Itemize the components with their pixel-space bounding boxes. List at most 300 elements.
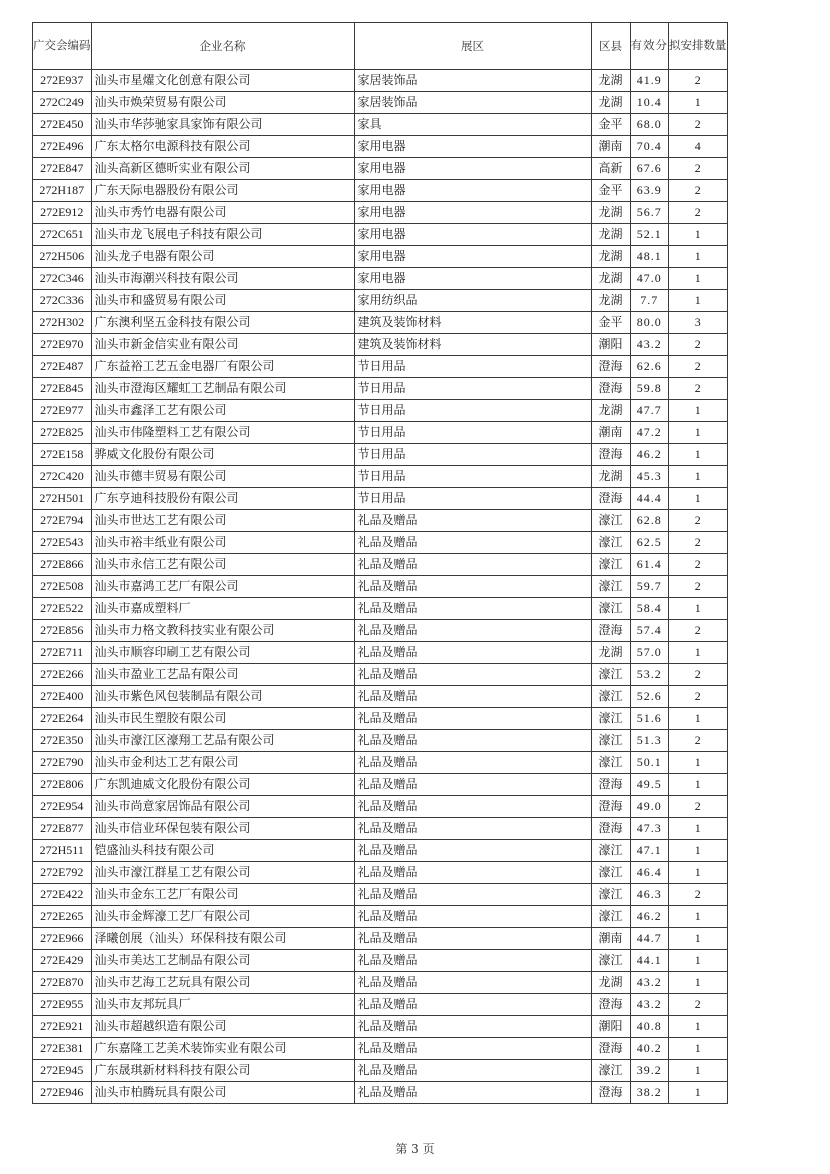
cell-quota: 2 bbox=[669, 510, 728, 532]
cell-district: 濠江 bbox=[591, 906, 630, 928]
header-code: 广交会编码 bbox=[33, 23, 92, 70]
cell-district: 濠江 bbox=[591, 576, 630, 598]
cell-code: 272C249 bbox=[33, 92, 92, 114]
cell-code: 272E921 bbox=[33, 1016, 92, 1038]
table-row bbox=[33, 356, 728, 378]
cell-score: 57.4 bbox=[630, 620, 669, 642]
cell-code: 272E792 bbox=[33, 862, 92, 884]
cell-code: 272E877 bbox=[33, 818, 92, 840]
cell-company: 汕头市澄海区耀虹工艺制品有限公司 bbox=[91, 378, 354, 400]
table-row bbox=[33, 466, 728, 488]
cell-code: 272E429 bbox=[33, 950, 92, 972]
table-row bbox=[33, 400, 728, 422]
cell-score: 70.4 bbox=[630, 136, 669, 158]
cell-hall: 家用电器 bbox=[354, 224, 591, 246]
cell-district: 濠江 bbox=[591, 840, 630, 862]
cell-code: 272E350 bbox=[33, 730, 92, 752]
cell-company: 广东益裕工艺五金电器厂有限公司 bbox=[91, 356, 354, 378]
cell-code: 272E265 bbox=[33, 906, 92, 928]
allocation-table-wrapper bbox=[32, 22, 728, 1104]
cell-score: 59.7 bbox=[630, 576, 669, 598]
cell-district: 澄海 bbox=[591, 774, 630, 796]
cell-quota: 1 bbox=[669, 752, 728, 774]
cell-score: 47.7 bbox=[630, 400, 669, 422]
cell-company: 汕头市濠江区濠翔工艺品有限公司 bbox=[91, 730, 354, 752]
cell-district: 濠江 bbox=[591, 862, 630, 884]
cell-district: 潮南 bbox=[591, 928, 630, 950]
table-row bbox=[33, 598, 728, 620]
cell-hall: 家具 bbox=[354, 114, 591, 136]
table-row bbox=[33, 664, 728, 686]
cell-company: 骅威文化股份有限公司 bbox=[91, 444, 354, 466]
cell-hall: 家用电器 bbox=[354, 202, 591, 224]
cell-code: 272H302 bbox=[33, 312, 92, 334]
cell-district: 金平 bbox=[591, 114, 630, 136]
cell-company: 汕头市焕荣贸易有限公司 bbox=[91, 92, 354, 114]
cell-score: 52.6 bbox=[630, 686, 669, 708]
cell-district: 龙湖 bbox=[591, 246, 630, 268]
cell-company: 汕头市伟隆塑料工艺有限公司 bbox=[91, 422, 354, 444]
cell-hall: 节日用品 bbox=[354, 466, 591, 488]
cell-company: 汕头市星燿文化创意有限公司 bbox=[91, 70, 354, 92]
table-row bbox=[33, 994, 728, 1016]
cell-quota: 1 bbox=[669, 950, 728, 972]
table-row bbox=[33, 268, 728, 290]
cell-code: 272E711 bbox=[33, 642, 92, 664]
cell-company: 汕头市海潮兴科技有限公司 bbox=[91, 268, 354, 290]
table-row bbox=[33, 862, 728, 884]
table-row bbox=[33, 532, 728, 554]
cell-hall: 礼品及赠品 bbox=[354, 598, 591, 620]
cell-district: 潮阳 bbox=[591, 1016, 630, 1038]
cell-code: 272H506 bbox=[33, 246, 92, 268]
cell-hall: 礼品及赠品 bbox=[354, 950, 591, 972]
cell-quota: 2 bbox=[669, 730, 728, 752]
cell-hall: 家用电器 bbox=[354, 158, 591, 180]
cell-quota: 1 bbox=[669, 840, 728, 862]
cell-district: 澄海 bbox=[591, 1038, 630, 1060]
cell-company: 汕头市华莎驰家具家饰有限公司 bbox=[91, 114, 354, 136]
cell-quota: 1 bbox=[669, 444, 728, 466]
cell-hall: 礼品及赠品 bbox=[354, 1082, 591, 1104]
table-row bbox=[33, 554, 728, 576]
cell-quota: 2 bbox=[669, 796, 728, 818]
cell-company: 泽曦创展（汕头）环保科技有限公司 bbox=[91, 928, 354, 950]
cell-quota: 1 bbox=[669, 290, 728, 312]
table-row bbox=[33, 246, 728, 268]
cell-quota: 3 bbox=[669, 312, 728, 334]
cell-hall: 礼品及赠品 bbox=[354, 642, 591, 664]
header-company: 企业名称 bbox=[91, 23, 354, 70]
cell-code: 272H511 bbox=[33, 840, 92, 862]
cell-score: 80.0 bbox=[630, 312, 669, 334]
cell-district: 濠江 bbox=[591, 950, 630, 972]
cell-code: 272E450 bbox=[33, 114, 92, 136]
cell-code: 272E946 bbox=[33, 1082, 92, 1104]
cell-company: 铠盛汕头科技有限公司 bbox=[91, 840, 354, 862]
cell-score: 68.0 bbox=[630, 114, 669, 136]
table-row bbox=[33, 136, 728, 158]
cell-hall: 礼品及赠品 bbox=[354, 620, 591, 642]
cell-quota: 1 bbox=[669, 1060, 728, 1082]
cell-district: 潮南 bbox=[591, 136, 630, 158]
cell-district: 濠江 bbox=[591, 730, 630, 752]
cell-company: 汕头市世达工艺有限公司 bbox=[91, 510, 354, 532]
cell-code: 272E543 bbox=[33, 532, 92, 554]
cell-score: 7.7 bbox=[630, 290, 669, 312]
cell-code: 272E400 bbox=[33, 686, 92, 708]
cell-company: 广东澳利坚五金科技有限公司 bbox=[91, 312, 354, 334]
cell-quota: 4 bbox=[669, 136, 728, 158]
cell-quota: 2 bbox=[669, 356, 728, 378]
cell-district: 澄海 bbox=[591, 818, 630, 840]
cell-quota: 1 bbox=[669, 642, 728, 664]
cell-hall: 礼品及赠品 bbox=[354, 994, 591, 1016]
cell-score: 56.7 bbox=[630, 202, 669, 224]
table-row bbox=[33, 92, 728, 114]
table-row bbox=[33, 488, 728, 510]
allocation-table bbox=[32, 22, 728, 1104]
cell-district: 龙湖 bbox=[591, 642, 630, 664]
cell-district: 濠江 bbox=[591, 1060, 630, 1082]
table-row bbox=[33, 158, 728, 180]
cell-score: 43.2 bbox=[630, 994, 669, 1016]
cell-hall: 礼品及赠品 bbox=[354, 576, 591, 598]
cell-hall: 礼品及赠品 bbox=[354, 818, 591, 840]
cell-quota: 2 bbox=[669, 70, 728, 92]
cell-quota: 2 bbox=[669, 686, 728, 708]
cell-code: 272E945 bbox=[33, 1060, 92, 1082]
cell-score: 49.5 bbox=[630, 774, 669, 796]
cell-quota: 1 bbox=[669, 818, 728, 840]
cell-quota: 1 bbox=[669, 708, 728, 730]
cell-district: 濠江 bbox=[591, 510, 630, 532]
cell-quota: 1 bbox=[669, 422, 728, 444]
cell-hall: 节日用品 bbox=[354, 488, 591, 510]
cell-quota: 2 bbox=[669, 994, 728, 1016]
cell-score: 63.9 bbox=[630, 180, 669, 202]
cell-code: 272H187 bbox=[33, 180, 92, 202]
table-row bbox=[33, 906, 728, 928]
cell-code: 272E825 bbox=[33, 422, 92, 444]
cell-company: 汕头市艺海工艺玩具有限公司 bbox=[91, 972, 354, 994]
cell-code: 272E496 bbox=[33, 136, 92, 158]
cell-company: 汕头市美达工艺制品有限公司 bbox=[91, 950, 354, 972]
cell-quota: 1 bbox=[669, 598, 728, 620]
cell-score: 38.2 bbox=[630, 1082, 669, 1104]
cell-code: 272E487 bbox=[33, 356, 92, 378]
cell-company: 汕头市嘉鸿工艺厂有限公司 bbox=[91, 576, 354, 598]
cell-score: 40.8 bbox=[630, 1016, 669, 1038]
cell-hall: 礼品及赠品 bbox=[354, 1060, 591, 1082]
table-row bbox=[33, 378, 728, 400]
cell-district: 龙湖 bbox=[591, 202, 630, 224]
cell-score: 47.3 bbox=[630, 818, 669, 840]
cell-quota: 2 bbox=[669, 884, 728, 906]
table-row bbox=[33, 1060, 728, 1082]
cell-quota: 1 bbox=[669, 246, 728, 268]
cell-company: 汕头市金辉濠工艺厂有限公司 bbox=[91, 906, 354, 928]
cell-quota: 1 bbox=[669, 906, 728, 928]
table-row bbox=[33, 334, 728, 356]
cell-hall: 礼品及赠品 bbox=[354, 1016, 591, 1038]
table-row bbox=[33, 202, 728, 224]
header-score: 有效分 bbox=[630, 23, 669, 70]
table-row bbox=[33, 1082, 728, 1104]
cell-score: 43.2 bbox=[630, 334, 669, 356]
cell-hall: 礼品及赠品 bbox=[354, 752, 591, 774]
cell-score: 39.2 bbox=[630, 1060, 669, 1082]
cell-code: 272C336 bbox=[33, 290, 92, 312]
cell-company: 汕头市鑫泽工艺有限公司 bbox=[91, 400, 354, 422]
cell-company: 汕头市新金信实业有限公司 bbox=[91, 334, 354, 356]
cell-code: 272E870 bbox=[33, 972, 92, 994]
cell-district: 高新 bbox=[591, 158, 630, 180]
cell-quota: 1 bbox=[669, 1038, 728, 1060]
cell-quota: 2 bbox=[669, 532, 728, 554]
table-row bbox=[33, 224, 728, 246]
header-quota: 拟安排数量 bbox=[669, 23, 728, 70]
cell-score: 46.2 bbox=[630, 906, 669, 928]
table-row bbox=[33, 1016, 728, 1038]
cell-code: 272E422 bbox=[33, 884, 92, 906]
table-row bbox=[33, 972, 728, 994]
table-row bbox=[33, 1038, 728, 1060]
cell-code: 272C420 bbox=[33, 466, 92, 488]
cell-code: 272E806 bbox=[33, 774, 92, 796]
table-row bbox=[33, 708, 728, 730]
cell-company: 广东嘉隆工艺美术装饰实业有限公司 bbox=[91, 1038, 354, 1060]
table-row bbox=[33, 510, 728, 532]
cell-quota: 2 bbox=[669, 158, 728, 180]
cell-score: 67.6 bbox=[630, 158, 669, 180]
page-number: 第 3 页 bbox=[395, 1142, 435, 1156]
cell-quota: 2 bbox=[669, 576, 728, 598]
cell-company: 汕头市秀竹电器有限公司 bbox=[91, 202, 354, 224]
cell-company: 广东凯迪威文化股份有限公司 bbox=[91, 774, 354, 796]
cell-hall: 节日用品 bbox=[354, 444, 591, 466]
cell-hall: 礼品及赠品 bbox=[354, 906, 591, 928]
cell-company: 汕头市盈业工艺品有限公司 bbox=[91, 664, 354, 686]
cell-hall: 礼品及赠品 bbox=[354, 686, 591, 708]
cell-quota: 2 bbox=[669, 114, 728, 136]
header-hall: 展区 bbox=[354, 23, 591, 70]
cell-company: 汕头市力格文教科技实业有限公司 bbox=[91, 620, 354, 642]
cell-hall: 家用电器 bbox=[354, 180, 591, 202]
cell-company: 汕头市尚意家居饰品有限公司 bbox=[91, 796, 354, 818]
cell-quota: 2 bbox=[669, 554, 728, 576]
cell-score: 50.1 bbox=[630, 752, 669, 774]
table-row bbox=[33, 730, 728, 752]
cell-quota: 1 bbox=[669, 488, 728, 510]
cell-hall: 家用电器 bbox=[354, 268, 591, 290]
cell-hall: 节日用品 bbox=[354, 356, 591, 378]
cell-company: 广东晟琪新材料科技有限公司 bbox=[91, 1060, 354, 1082]
cell-score: 53.2 bbox=[630, 664, 669, 686]
cell-score: 59.8 bbox=[630, 378, 669, 400]
table-row bbox=[33, 576, 728, 598]
table-row bbox=[33, 70, 728, 92]
cell-company: 汕头市信业环保包装有限公司 bbox=[91, 818, 354, 840]
cell-score: 62.6 bbox=[630, 356, 669, 378]
cell-code: 272E954 bbox=[33, 796, 92, 818]
cell-hall: 礼品及赠品 bbox=[354, 532, 591, 554]
cell-score: 41.9 bbox=[630, 70, 669, 92]
table-row bbox=[33, 180, 728, 202]
cell-company: 汕头龙子电器有限公司 bbox=[91, 246, 354, 268]
cell-hall: 节日用品 bbox=[354, 422, 591, 444]
cell-code: 272E790 bbox=[33, 752, 92, 774]
cell-quota: 2 bbox=[669, 334, 728, 356]
cell-code: 272E522 bbox=[33, 598, 92, 620]
cell-code: 272E955 bbox=[33, 994, 92, 1016]
cell-quota: 2 bbox=[669, 378, 728, 400]
cell-district: 潮阳 bbox=[591, 334, 630, 356]
cell-score: 48.1 bbox=[630, 246, 669, 268]
cell-district: 金平 bbox=[591, 312, 630, 334]
cell-quota: 1 bbox=[669, 928, 728, 950]
cell-score: 49.0 bbox=[630, 796, 669, 818]
cell-code: 272H501 bbox=[33, 488, 92, 510]
cell-hall: 节日用品 bbox=[354, 400, 591, 422]
cell-company: 汕头市濠江群星工艺有限公司 bbox=[91, 862, 354, 884]
cell-score: 52.1 bbox=[630, 224, 669, 246]
cell-score: 51.3 bbox=[630, 730, 669, 752]
cell-hall: 礼品及赠品 bbox=[354, 774, 591, 796]
table-row bbox=[33, 422, 728, 444]
cell-hall: 礼品及赠品 bbox=[354, 972, 591, 994]
cell-code: 272E977 bbox=[33, 400, 92, 422]
cell-hall: 家用纺织品 bbox=[354, 290, 591, 312]
cell-hall: 建筑及装饰材料 bbox=[354, 312, 591, 334]
cell-district: 龙湖 bbox=[591, 268, 630, 290]
cell-company: 汕头市友邦玩具厂 bbox=[91, 994, 354, 1016]
cell-quota: 1 bbox=[669, 972, 728, 994]
cell-score: 51.6 bbox=[630, 708, 669, 730]
cell-district: 澄海 bbox=[591, 444, 630, 466]
cell-hall: 礼品及赠品 bbox=[354, 664, 591, 686]
cell-code: 272E912 bbox=[33, 202, 92, 224]
cell-quota: 1 bbox=[669, 1082, 728, 1104]
cell-company: 汕头市柏腾玩具有限公司 bbox=[91, 1082, 354, 1104]
cell-code: 272E856 bbox=[33, 620, 92, 642]
table-row bbox=[33, 620, 728, 642]
table-row bbox=[33, 642, 728, 664]
cell-hall: 礼品及赠品 bbox=[354, 796, 591, 818]
cell-quota: 2 bbox=[669, 202, 728, 224]
cell-district: 濠江 bbox=[591, 884, 630, 906]
cell-code: 272E937 bbox=[33, 70, 92, 92]
cell-hall: 建筑及装饰材料 bbox=[354, 334, 591, 356]
cell-district: 澄海 bbox=[591, 994, 630, 1016]
cell-hall: 礼品及赠品 bbox=[354, 862, 591, 884]
cell-hall: 礼品及赠品 bbox=[354, 928, 591, 950]
cell-district: 澄海 bbox=[591, 620, 630, 642]
cell-score: 62.8 bbox=[630, 510, 669, 532]
cell-company: 汕头高新区德昕实业有限公司 bbox=[91, 158, 354, 180]
cell-code: 272E847 bbox=[33, 158, 92, 180]
table-row bbox=[33, 796, 728, 818]
cell-hall: 家居装饰品 bbox=[354, 70, 591, 92]
cell-code: 272E158 bbox=[33, 444, 92, 466]
cell-hall: 家居装饰品 bbox=[354, 92, 591, 114]
cell-score: 40.2 bbox=[630, 1038, 669, 1060]
cell-quota: 1 bbox=[669, 774, 728, 796]
cell-district: 濠江 bbox=[591, 708, 630, 730]
cell-district: 龙湖 bbox=[591, 92, 630, 114]
table-header-row bbox=[33, 23, 728, 70]
header-district: 区县 bbox=[591, 23, 630, 70]
cell-district: 潮南 bbox=[591, 422, 630, 444]
table-row bbox=[33, 928, 728, 950]
cell-score: 46.3 bbox=[630, 884, 669, 906]
table-row bbox=[33, 752, 728, 774]
cell-quota: 2 bbox=[669, 180, 728, 202]
cell-company: 汕头市龙飞展电子科技有限公司 bbox=[91, 224, 354, 246]
table-row bbox=[33, 884, 728, 906]
cell-score: 62.5 bbox=[630, 532, 669, 554]
cell-district: 澄海 bbox=[591, 796, 630, 818]
cell-district: 澄海 bbox=[591, 1082, 630, 1104]
cell-district: 龙湖 bbox=[591, 70, 630, 92]
cell-score: 61.4 bbox=[630, 554, 669, 576]
table-row bbox=[33, 686, 728, 708]
cell-company: 汕头市嘉成塑料厂 bbox=[91, 598, 354, 620]
cell-district: 濠江 bbox=[591, 554, 630, 576]
cell-district: 澄海 bbox=[591, 356, 630, 378]
cell-code: 272E970 bbox=[33, 334, 92, 356]
table-row bbox=[33, 818, 728, 840]
cell-company: 汕头市民生塑胶有限公司 bbox=[91, 708, 354, 730]
cell-district: 澄海 bbox=[591, 488, 630, 510]
cell-quota: 1 bbox=[669, 400, 728, 422]
cell-hall: 礼品及赠品 bbox=[354, 1038, 591, 1060]
cell-hall: 家用电器 bbox=[354, 136, 591, 158]
cell-code: 272C346 bbox=[33, 268, 92, 290]
cell-code: 272E381 bbox=[33, 1038, 92, 1060]
table-row bbox=[33, 444, 728, 466]
cell-code: 272E508 bbox=[33, 576, 92, 598]
cell-district: 金平 bbox=[591, 180, 630, 202]
cell-district: 澄海 bbox=[591, 378, 630, 400]
cell-quota: 2 bbox=[669, 620, 728, 642]
cell-code: 272E794 bbox=[33, 510, 92, 532]
cell-quota: 1 bbox=[669, 466, 728, 488]
cell-district: 龙湖 bbox=[591, 972, 630, 994]
cell-score: 46.4 bbox=[630, 862, 669, 884]
cell-district: 龙湖 bbox=[591, 400, 630, 422]
cell-score: 47.1 bbox=[630, 840, 669, 862]
cell-quota: 1 bbox=[669, 268, 728, 290]
cell-code: 272E845 bbox=[33, 378, 92, 400]
cell-company: 汕头市紫色风包装制品有限公司 bbox=[91, 686, 354, 708]
cell-quota: 1 bbox=[669, 1016, 728, 1038]
table-row bbox=[33, 290, 728, 312]
table-row bbox=[33, 312, 728, 334]
cell-score: 57.0 bbox=[630, 642, 669, 664]
cell-district: 龙湖 bbox=[591, 290, 630, 312]
cell-quota: 1 bbox=[669, 862, 728, 884]
cell-company: 汕头市金利达工艺有限公司 bbox=[91, 752, 354, 774]
cell-code: 272E866 bbox=[33, 554, 92, 576]
cell-hall: 礼品及赠品 bbox=[354, 730, 591, 752]
cell-hall: 礼品及赠品 bbox=[354, 510, 591, 532]
cell-company: 广东天际电器股份有限公司 bbox=[91, 180, 354, 202]
table-row bbox=[33, 950, 728, 972]
table-body bbox=[33, 70, 728, 1104]
cell-company: 汕头市和盛贸易有限公司 bbox=[91, 290, 354, 312]
cell-district: 濠江 bbox=[591, 532, 630, 554]
